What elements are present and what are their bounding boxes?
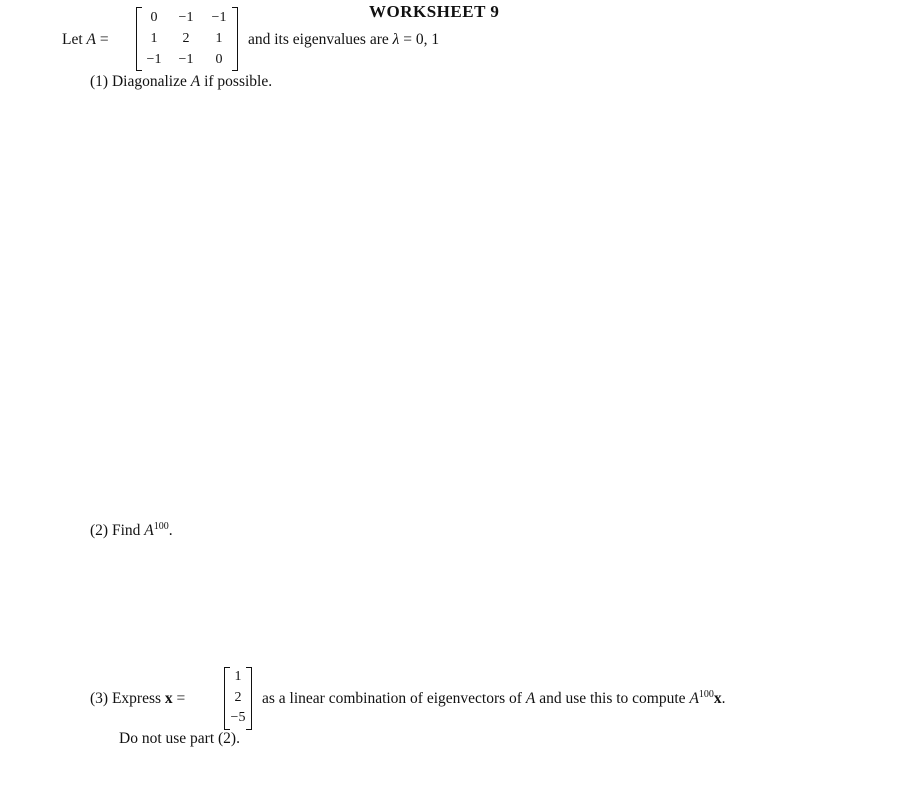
matrix-cell: 2 — [182, 31, 190, 46]
question-1 — [90, 73, 272, 91]
intro-eigen-text — [248, 31, 439, 49]
q3-equals: = — [176, 690, 186, 707]
matrix-cell: 1 — [215, 31, 223, 46]
intro-matrix-name: A — [86, 31, 96, 48]
q3-text-middle: as a linear combination of eigenvectors of — [262, 690, 522, 707]
matrix-cell: −1 — [178, 52, 194, 67]
q3-note: Do not use part (2). — [119, 730, 240, 747]
q1-text-before: Diagonalize — [111, 73, 187, 90]
q2-var: A — [144, 522, 154, 539]
question-3-lead — [90, 690, 185, 708]
q3-number: (3) — [90, 690, 109, 707]
vector-cell: −5 — [230, 710, 246, 725]
intro-prefix: Let — [62, 31, 83, 48]
q3-exponent: 100 — [698, 688, 714, 700]
matrix-cell: −1 — [146, 52, 162, 67]
intro-lambda: λ — [392, 31, 400, 48]
matrix-cell: 0 — [215, 52, 223, 67]
q3-text-before: Express — [111, 690, 162, 707]
vector-cell: 2 — [234, 690, 242, 705]
q3-text-middle2: and use this to compute — [539, 690, 686, 707]
vector-cell: 1 — [234, 669, 242, 684]
worksheet-title: WORKSHEET 9 — [369, 2, 500, 21]
q2-exponent: 100 — [153, 520, 169, 532]
matrix-cell: −1 — [211, 10, 227, 25]
q2-number: (2) — [90, 522, 109, 539]
q1-number: (1) — [90, 73, 109, 90]
matrix-cell: 0 — [150, 10, 158, 25]
q3-var: A — [525, 690, 536, 707]
q3-var2: A — [689, 690, 699, 707]
q1-var: A — [190, 73, 201, 90]
q2-text-before: Find — [111, 522, 141, 539]
question-2 — [90, 522, 173, 540]
vector-x — [224, 667, 252, 730]
intro-let — [62, 31, 109, 49]
intro-suffix: and its eigenvalues are — [248, 31, 389, 48]
q1-text-after: if possible. — [204, 73, 273, 90]
q3-vector-name2: x — [713, 690, 722, 707]
intro-equals: = — [99, 31, 109, 48]
q3-vector-name: x — [164, 690, 173, 707]
matrix-cell: 1 — [150, 31, 158, 46]
q2-text-after: . — [168, 522, 173, 539]
intro-eigen-values: = 0, 1 — [403, 31, 440, 48]
q3-text-after: . — [721, 690, 726, 707]
question-3-body — [262, 690, 726, 708]
matrix-A — [136, 7, 238, 71]
matrix-cell: −1 — [178, 10, 194, 25]
